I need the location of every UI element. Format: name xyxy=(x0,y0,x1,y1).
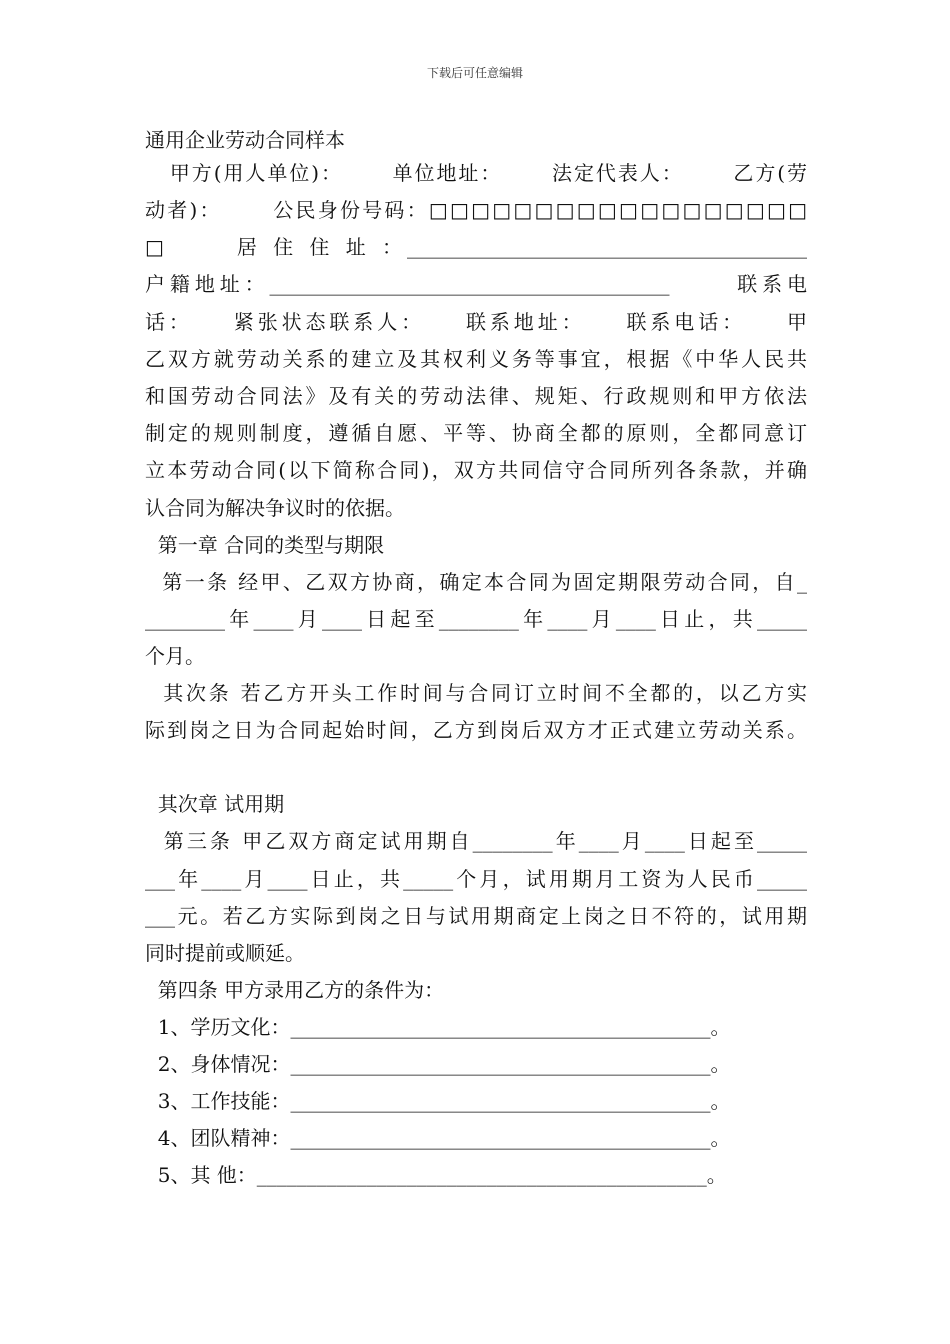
list-item: 2、身体情况：__________________________________________。 xyxy=(145,1052,731,1076)
chapter-heading: 其次章 试用期 xyxy=(145,792,285,816)
text-line: ___年____月____日止，共_____个月，试用期月工资为人民币_____ xyxy=(145,867,807,891)
text-line: 乙双方就劳动关系的建立及其权利义务等事宜，根据《中华人民共 xyxy=(145,347,807,371)
text-line: □ 居 住 住 址 ：________________________________________ xyxy=(145,235,807,259)
list-item: 3、工作技能：__________________________________________。 xyxy=(145,1089,731,1113)
list-item: 5、其 他：_____________________________________________。 xyxy=(145,1163,727,1187)
text-line: 动者)： 公民身份号码：□□□□□□□□□□□□□□□□□□ xyxy=(145,198,807,222)
list-item: 4、团队精神：__________________________________________。 xyxy=(145,1126,731,1150)
text-line: 户籍地址：________________________________________ 联系电 xyxy=(145,272,807,296)
text-line: ___元。若乙方实际到岗之日与试用期商定上岗之日不符的，试用期 xyxy=(145,904,807,928)
text-line: 和国劳动合同法》及有关的劳动法律、规矩、行政规则和甲方依法 xyxy=(145,384,807,408)
document-title: 通用企业劳动合同样本 xyxy=(145,128,345,152)
text-line: 话： 紧张状态联系人： 联系地址： 联系电话： 甲 xyxy=(145,310,807,334)
text-line: 第四条 甲方录用乙方的条件为： xyxy=(145,978,445,1002)
text-line: 其次条 若乙方开头工作时间与合同订立时间不全都的，以乙方实 xyxy=(145,681,807,705)
text-line: ________年____月____日起至________年____月____日止，共_____ xyxy=(145,607,807,631)
text-line: 立本劳动合同(以下简称合同)，双方共同信守合同所列各条款，并确 xyxy=(145,458,807,482)
text-line: 第三条 甲乙双方商定试用期自________年____月____日起至_____ xyxy=(145,829,807,853)
chapter-heading: 第一章 合同的类型与期限 xyxy=(145,533,385,557)
text-line: 第一条 经甲、乙双方协商，确定本合同为固定期限劳动合同，自_ xyxy=(145,570,807,594)
text-line: 个月。 xyxy=(145,644,205,668)
text-line: 制定的规则制度，遵循自愿、平等、协商全都的原则，全都同意订 xyxy=(145,421,807,445)
page-header: 下载后可任意编辑 xyxy=(426,66,523,80)
text-line: 同时提前或顺延。 xyxy=(145,941,305,965)
text-line: 际到岗之日为合同起始时间，乙方到岗后双方才正式建立劳动关系。 xyxy=(145,718,807,742)
text-line: 认合同为解决争议时的依据。 xyxy=(145,496,405,520)
list-item: 1、学历文化：__________________________________________。 xyxy=(145,1015,731,1039)
text-line: 甲方(用人单位)： 单位地址： 法定代表人： 乙方(劳 xyxy=(145,161,807,185)
